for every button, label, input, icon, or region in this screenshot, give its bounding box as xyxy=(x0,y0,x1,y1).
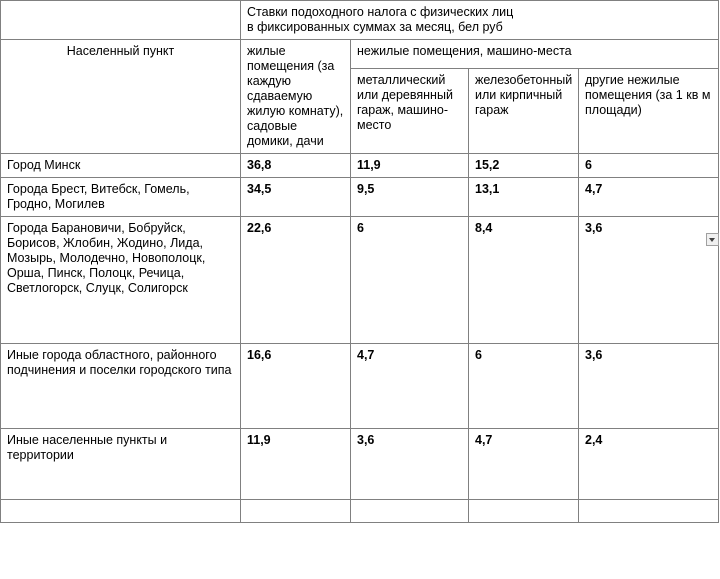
header-sub-other: другие нежилые помещения (за 1 кв м площади) xyxy=(579,69,719,154)
table-row xyxy=(1,178,719,217)
row-value-garage-concrete: 13,1 xyxy=(469,178,579,217)
header-group-nonresidential: нежилые помещения, машино-места xyxy=(351,40,719,69)
table-row xyxy=(1,429,719,500)
row-value-garage-metal: 4,7 xyxy=(351,344,469,429)
row-name: Город Минск xyxy=(1,154,241,178)
row-value-residential: 34,5 xyxy=(241,178,351,217)
row-value-garage-metal: 9,5 xyxy=(351,178,469,217)
table-row xyxy=(1,217,719,344)
chevron-down-icon[interactable] xyxy=(706,233,719,246)
row-value-garage-concrete: 8,4 xyxy=(469,217,579,344)
row-value-other: 6 xyxy=(579,154,719,178)
row-name: Иные населенные пункты и территории xyxy=(1,429,241,500)
header-title-cell xyxy=(241,1,719,40)
table-row xyxy=(1,154,719,178)
table-header-row-groups xyxy=(1,40,719,69)
row-name: Города Барановичи, Бобруйск, Борисов, Жлобин, Жодино, Лида, Мозырь, Молодечно, Новополоцк, Орша, Пинск, Полоцк, Речица, Светлогорск, Слуцк, Солигорск xyxy=(1,217,241,344)
row-value-garage-metal: 6 xyxy=(351,217,469,344)
row-value-garage-concrete: 4,7 xyxy=(469,429,579,500)
table-row xyxy=(1,344,719,429)
row-value-other: 4,7 xyxy=(579,178,719,217)
table-header-row-title xyxy=(1,1,719,40)
row-value-residential: 16,6 xyxy=(241,344,351,429)
row-value-residential: 11,9 xyxy=(241,429,351,500)
row-value-other xyxy=(579,500,719,523)
header-title-line1: Ставки подоходного налога с физических лиц xyxy=(247,5,514,19)
table-row-partial xyxy=(1,500,719,523)
row-value-garage-metal xyxy=(351,500,469,523)
row-name: Города Брест, Витебск, Гомель, Гродно, Могилев xyxy=(1,178,241,217)
header-corner-blank xyxy=(1,1,241,40)
row-value-other: 3,6 xyxy=(579,344,719,429)
row-value-garage-concrete: 6 xyxy=(469,344,579,429)
row-value-other: 2,4 xyxy=(579,429,719,500)
header-rownames-label: Населенный пункт xyxy=(1,40,241,154)
header-title-line2: в фиксированных суммах за месяц, бел руб xyxy=(247,20,503,34)
row-value-residential: 22,6 xyxy=(241,217,351,344)
row-name xyxy=(1,500,241,523)
row-value-garage-concrete xyxy=(469,500,579,523)
header-sub-garage-concrete: железобетонный или кирпичный гараж xyxy=(469,69,579,154)
row-name: Иные города областного, районного подчинения и поселки городского типа xyxy=(1,344,241,429)
row-value-garage-concrete: 15,2 xyxy=(469,154,579,178)
row-value-residential: 36,8 xyxy=(241,154,351,178)
row-value-residential xyxy=(241,500,351,523)
row-value-other: 3,6 xyxy=(579,217,719,344)
row-value-garage-metal: 3,6 xyxy=(351,429,469,500)
header-group-residential: жилые помещения (за каждую сдаваемую жилую комнату), садовые домики, дачи xyxy=(241,40,351,154)
header-sub-garage-metal: металлический или деревянный гараж, машино-место xyxy=(351,69,469,154)
row-value-garage-metal: 11,9 xyxy=(351,154,469,178)
